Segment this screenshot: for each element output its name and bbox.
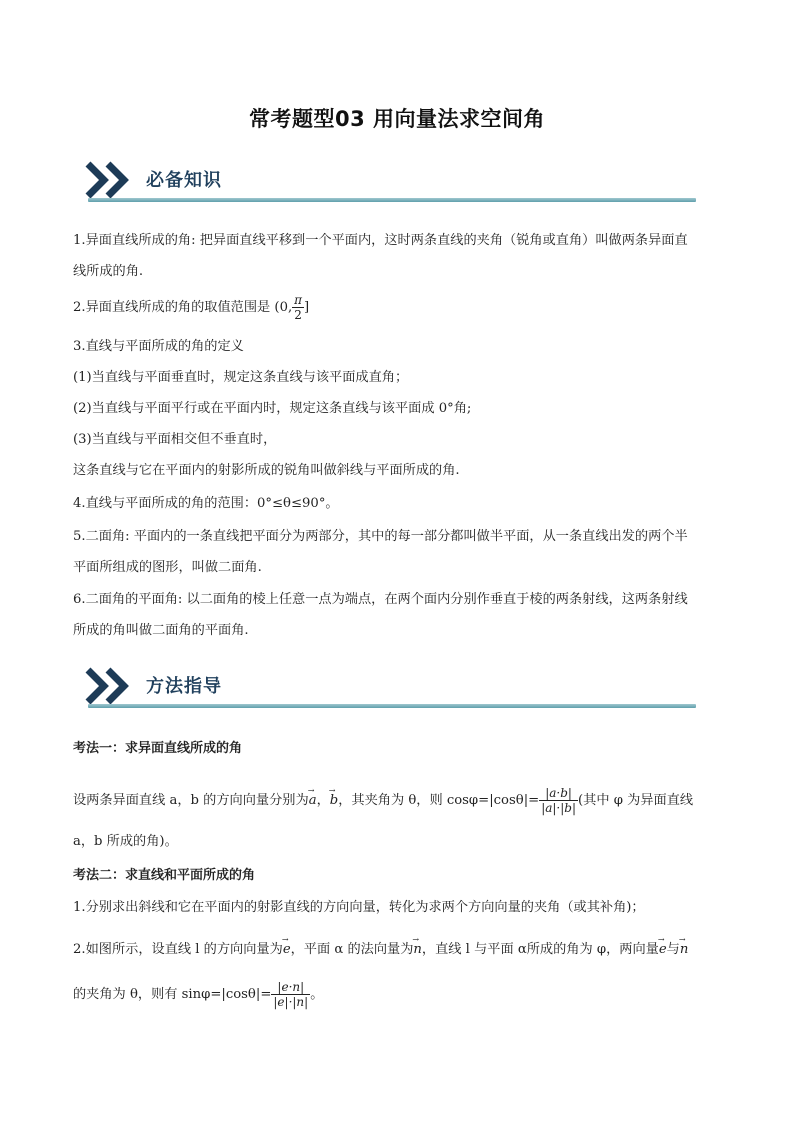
text: ，平面 α 的法向量为 — [290, 942, 414, 957]
fraction-numerator: |a·b| — [539, 786, 578, 801]
text: 2.异面直线所成的角的取值范围是 — [73, 300, 271, 315]
method-line-cos — [73, 786, 723, 815]
vector-e: → e — [283, 937, 291, 960]
fraction-numerator: |e·n| — [271, 980, 310, 995]
vector-b: → b — [330, 788, 338, 811]
vector-e: → e — [659, 937, 667, 960]
text: 。 — [310, 987, 324, 1002]
vector-a: → a — [309, 788, 317, 811]
fraction-numerator: π — [294, 293, 303, 307]
knowledge-line: (2)当直线与平面平行或在平面内时，规定这条直线与该平面成 0°角; — [73, 401, 472, 416]
double-chevron-icon — [84, 160, 136, 200]
vector-n: → n — [413, 937, 422, 960]
fraction-denominator: |e|·|n| — [273, 995, 309, 1009]
knowledge-line: 3.直线与平面所成的角的定义 — [73, 339, 244, 354]
knowledge-line: 线所成的角. — [73, 264, 144, 279]
section-title: 必备知识 — [146, 170, 222, 191]
text: 设两条异面直线 a，b 的方向向量分别为 — [73, 793, 309, 808]
fraction-cos-formula — [539, 786, 578, 815]
method-heading-1: 考法一：求异面直线所成的角 — [73, 741, 243, 756]
text: 2.如图所示，设直线 l 的方向向量为 — [73, 942, 283, 957]
section-header-knowledge — [84, 160, 696, 204]
knowledge-line: 4.直线与平面所成的角的范围：0°≤θ≤90°。 — [73, 496, 339, 511]
text: 与 — [666, 942, 680, 957]
knowledge-line: 6.二面角的平面角: 以二面角的棱上任意一点为端点，在两个面内分别作垂直于棱的两条射线，这两条射线 — [73, 592, 688, 607]
method-line-normal — [73, 937, 723, 960]
knowledge-line: 1.异面直线所成的角: 把异面直线平移到一个平面内，这时两条直线的夹角（锐角或直角）叫做两条异面直 — [73, 233, 688, 248]
method-line-sin — [73, 980, 723, 1009]
section-divider — [88, 704, 696, 708]
method-line: 1.分别求出斜线和它在平面内的射影直线的方向向量，转化为求两个方向向量的夹角（或其补角)； — [73, 900, 645, 915]
section-header-method — [84, 666, 696, 710]
knowledge-line: 所成的角叫做二面角的平面角. — [73, 623, 249, 638]
text: ， — [316, 793, 330, 808]
knowledge-line-range — [73, 293, 723, 322]
section-title: 方法指导 — [146, 676, 222, 697]
text: 的夹角为 θ，则有 sinφ=|cosθ|= — [73, 987, 272, 1002]
text: (其中 φ 为异面直线 — [578, 793, 694, 808]
fraction-pi-over-2 — [292, 293, 304, 322]
knowledge-line: 这条直线与它在平面内的射影所成的锐角叫做斜线与平面所成的角. — [73, 463, 460, 478]
section-divider — [88, 198, 696, 202]
text: ，直线 l 与平面 α所成的角为 φ，两向量 — [421, 942, 659, 957]
method-heading-2: 考法二：求直线和平面所成的角 — [73, 868, 256, 883]
knowledge-line: (1)当直线与平面垂直时，规定这条直线与该平面成直角； — [73, 370, 409, 385]
method-line: a，b 所成的角)。 — [73, 834, 178, 849]
page-title: 常考题型03 用向量法求空间角 — [248, 107, 546, 131]
fraction-sin-formula — [271, 980, 310, 1009]
fraction-denominator: |a|·|b| — [541, 801, 577, 815]
knowledge-line: 平面所组成的图形，叫做二面角. — [73, 560, 262, 575]
double-chevron-icon — [84, 666, 136, 706]
text: ，其夹角为 θ，则 cosφ=|cosθ|= — [338, 793, 540, 808]
knowledge-line: 5.二面角: 平面内的一条直线把平面分为两部分，其中的每一部分都叫做半平面，从一条直线出发的两个半 — [73, 529, 688, 544]
knowledge-line: (3)当直线与平面相交但不垂直时， — [73, 432, 277, 447]
fraction-denominator: 2 — [294, 308, 302, 322]
text: (0, — [274, 300, 293, 315]
text: ] — [304, 300, 310, 315]
vector-n: → n — [680, 937, 689, 960]
